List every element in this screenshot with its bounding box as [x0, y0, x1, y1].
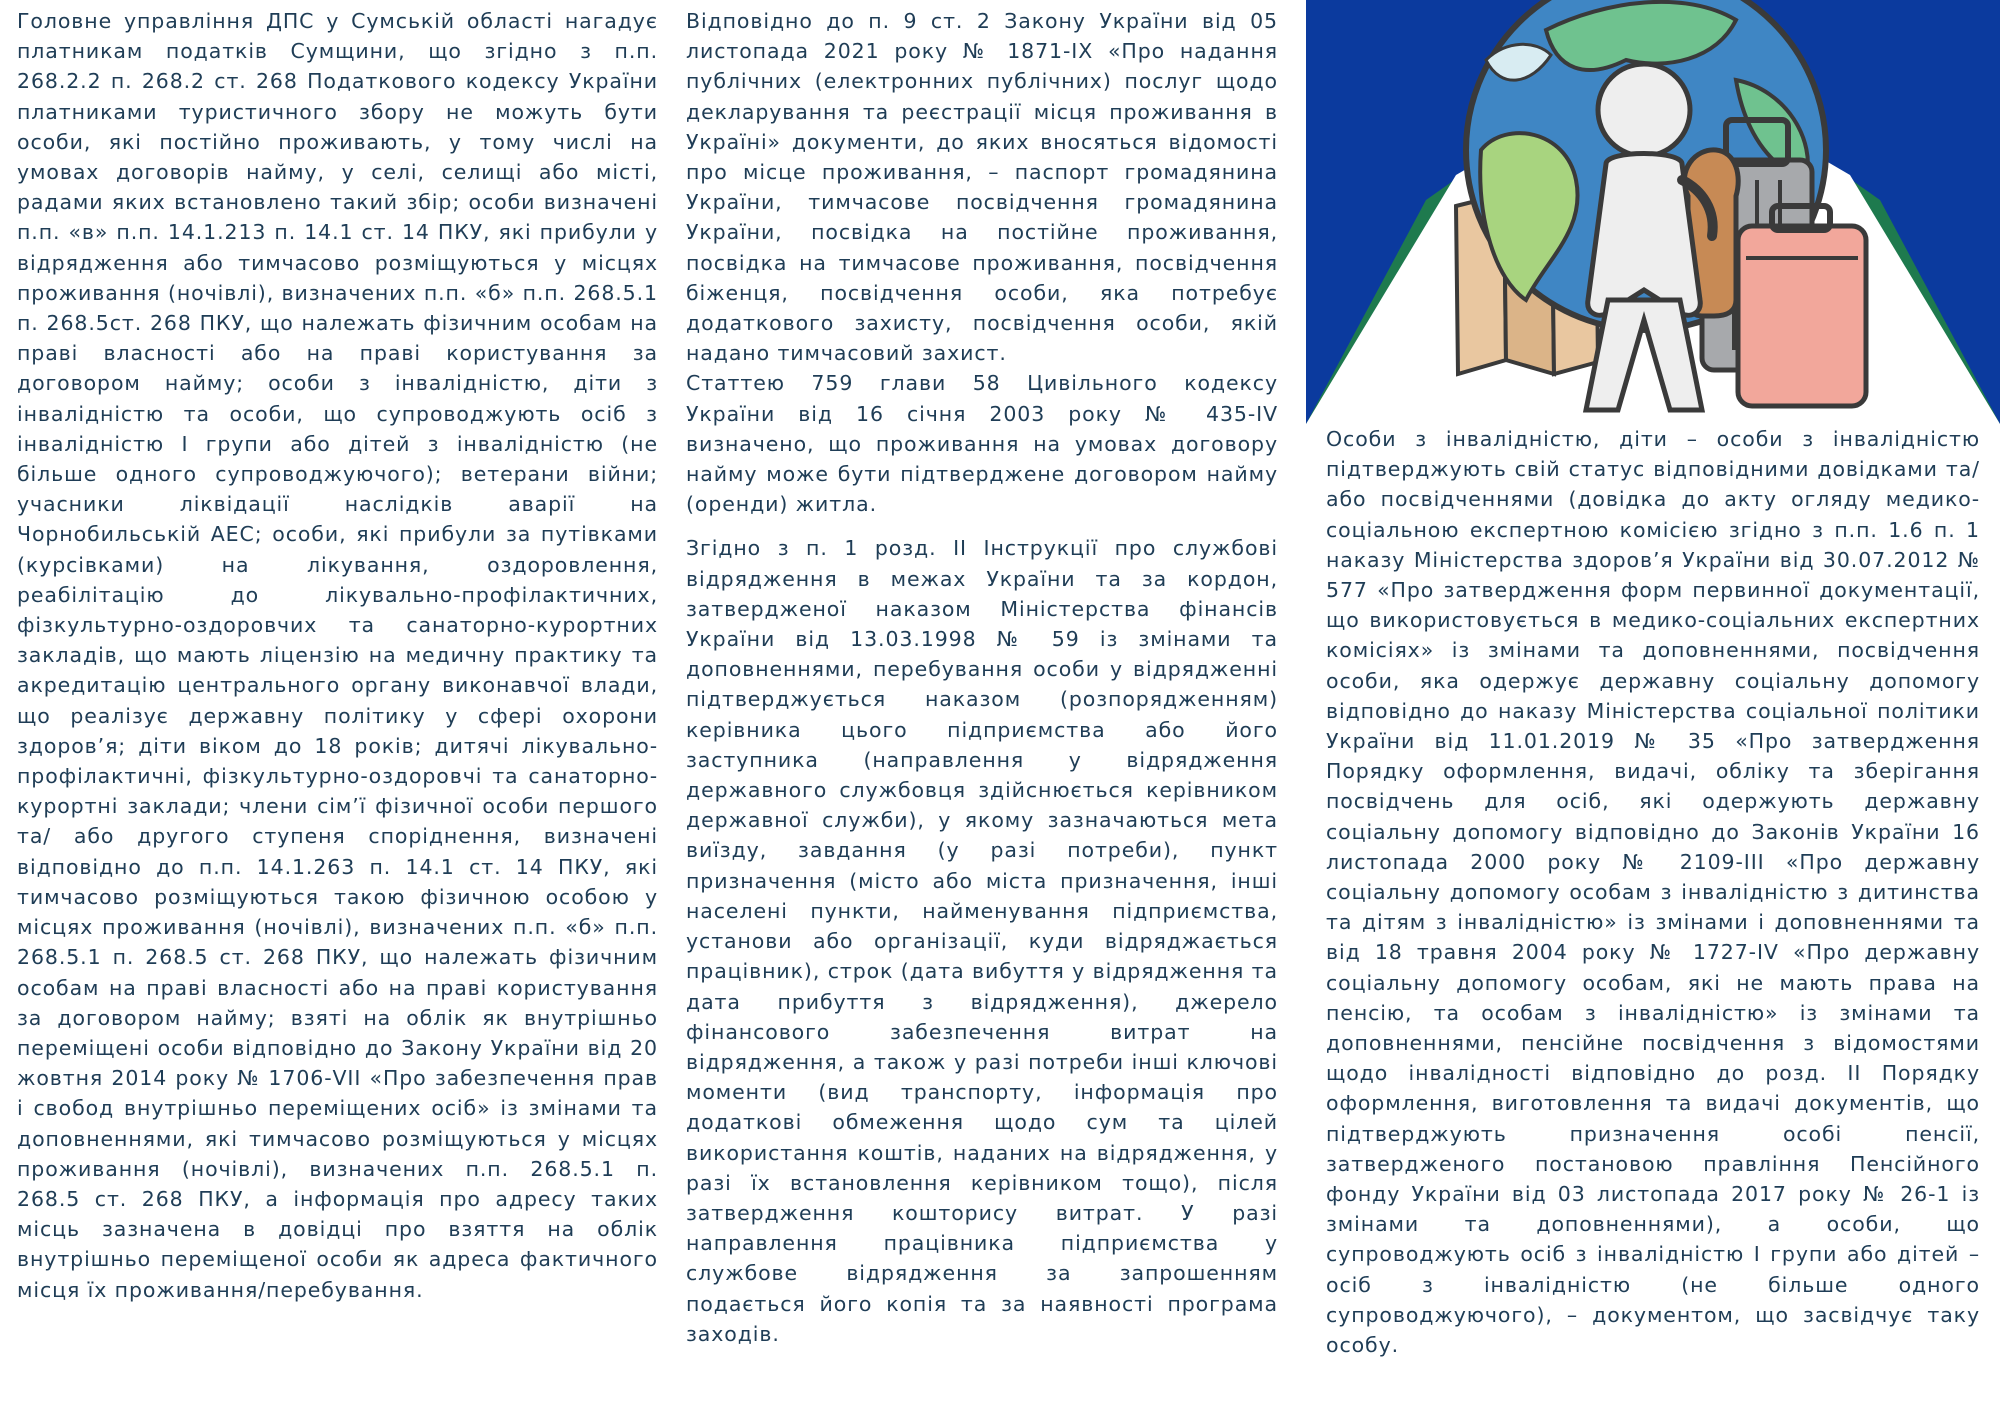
text-column-left — [17, 6, 658, 1305]
paragraph: Головне управління ДПС у Сумській області нагадує платникам податків Сумщини, що згідно з п.п. 268.2.2 п. 268.2 ст. 268 Податкового кодексу України платниками туристичного збору не можуть бути особи, які постійно проживають, у тому числі на умовах договорів найму, у селі, селищі або місті, радами яких встановлено такий збір; особи визначені п.п. «в» п.п. 14.1.213 п. 14.1 ст. 14 ПКУ, які прибули у відрядження або тимчасово розміщуються у місцях проживання (ночівлі), визначених п.п. «б» п.п. 268.5.1 п. 268.5ст. 268 ПКУ, що належать фізичним особам на праві власності або на праві користування за договором найму; особи з інвалідністю, діти з інвалідністю та особи, що супроводжують осіб з інвалідністю I групи або дітей з інвалідністю (не більше одного супроводжуючого); ветерани війни; учасники ліквідації наслідків аварії на Чорнобильській АЕС; особи, які прибули за путівками (курсівками) на лікування, оздоровлення, реабілітацію до лікувально-профілактичних, фізкультурно-оздоровчих та санаторно-курортних закладів, що мають ліцензію на медичну практику та акредитацію центрального органу виконавчої влади, що реалізує державну політику у сфері охорони здоров’я; діти віком до 18 років; дитячі лікувально-профілактичні, фізкультурно-оздоровчі та санаторно-курортні заклади; члени сім’ї фізичної особи першого та/ або другого ступеня споріднення, визначені відповідно до п.п. 14.1.263 п. 14.1 ст. 14 ПКУ, які тимчасово розміщуються такою фізичною особою у місцях проживання (ночівлі), визначених п.п. «б» п.п. 268.5.1 п. 268.5 ст. 268 ПКУ, що належать фізичним особам на праві власності або на праві користування за договором найму; взяті на облік як внутрішньо переміщені особи відповідно до Закону України від 20 жовтня 2014 року № 1706-VII «Про забезпечення прав і свобод внутрішньо переміщених осіб» із змінами та доповненнями, які тимчасово розміщуються у місцях проживання (ночівлі), визначених п.п. 268.5.1 п. 268.5 ст. 268 ПКУ, а інформація про адресу таких місць зазначена в довідці про взяття на облік внутрішньо переміщеної особи як адреса фактичного місця їх проживання/перебування. — [17, 9, 658, 1302]
text-column-middle — [686, 6, 1278, 1349]
travel-illustration — [1306, 0, 2000, 424]
suitcase-icon — [1738, 206, 1866, 406]
paragraph: Статтею 759 глави 58 Цивільного кодексу України від 16 січня 2003 року № 435-IV визначено, що проживання на умовах договору найму може бути підтверджене договором найму (оренди) житла. — [686, 371, 1278, 517]
paragraph: Особи з інвалідністю, діти – особи з інвалідністю підтверджують свій статус відповідними довідками та/або посвідченнями (довідка до акту огляду медико-соціальною експертною комісією згідно з п.п. 1.6 п. 1 наказу Міністерства здоров’я України від 30.07.2012 № 577 «Про затвердження форм первинної документації, що використовується в медико-соціальних експертних комісіях» із змінами та доповненнями, посвідчення особи, яка одержує державну соціальну допомогу відповідно до наказу Міністерства соціальної політики України від 11.01.2019 № 35 «Про затвердження Порядку оформлення, видачі, обліку та зберігання посвідчень для осіб, які одержують державну соціальну допомогу відповідно до Законів України 16 листопада 2000 року № 2109-III «Про державну соціальну допомогу особам з інвалідністю з дитинства та дітям з інвалідністю» із змінами і доповненнями та від 18 травня 2004 року № 1727-IV «Про державну соціальну допомогу особам, які не мають права на пенсію, та особам з інвалідністю» із змінами та доповненнями, пенсійне посвідчення з відомостями щодо інвалідності відповідно до розд. II Порядку оформлення, виготовлення та видачі документів, що підтверджують призначення особі пенсії, затвердженого постановою правління Пенсійного фонду України від 03 листопада 2017 року № 26-1 із змінами та доповненнями), а особи, що супроводжують осіб з інвалідністю I групи або дітей – осіб з інвалідністю (не більше одного супроводжуючого), – документом, що засвідчує таку особу. — [1326, 427, 1980, 1358]
paragraph: Відповідно до п. 9 ст. 2 Закону України від 05 листопада 2021 року № 1871-IX «Про надання публічних (електронних публічних) послуг щодо декларування та реєстрації місця проживання в Україні» документи, до яких вносяться відомості про місце проживання, – паспорт громадянина України, тимчасове посвідчення громадянина України, посвідка на постійне проживання, посвідка на тимчасове проживання, посвідчення біженця, посвідчення особи, яка потребує додаткового захисту, посвідчення особи, якій надано тимчасовий захист. — [686, 9, 1278, 366]
text-column-right — [1326, 424, 1980, 1360]
paragraph: Згідно з п. 1 розд. II Інструкції про службові відрядження в межах України та за кордон, затвердженої наказом Міністерства фінансів України від 13.03.1998 № 59 із змінами та доповненнями, перебування особи у відрядженні підтверджується наказом (розпорядженням) керівника цього підприємства або його заступника (направлення у відрядження державного службовця здійснюється керівником державної служби), у якому зазначаються мета виїзду, завдання (у разі потреби), пункт призначення (місто або міста призначення, інші населені пункти, найменування підприємства, установи або організації, куди відряджається працівник), строк (дата вибуття у відрядження та дата прибуття з відрядження), джерело фінансового забезпечення витрат на відрядження, а також у разі потреби інші ключові моменти (вид транспорту, інформація про додаткові обмеження щодо сум та цілей використання коштів, наданих на відрядження, у разі їх встановлення керівником тощо), після затвердження кошторису витрат. У разі направлення працівника підприємства у службове відрядження за запрошенням подається його копія та за наявності програма заходів. — [686, 536, 1278, 1346]
